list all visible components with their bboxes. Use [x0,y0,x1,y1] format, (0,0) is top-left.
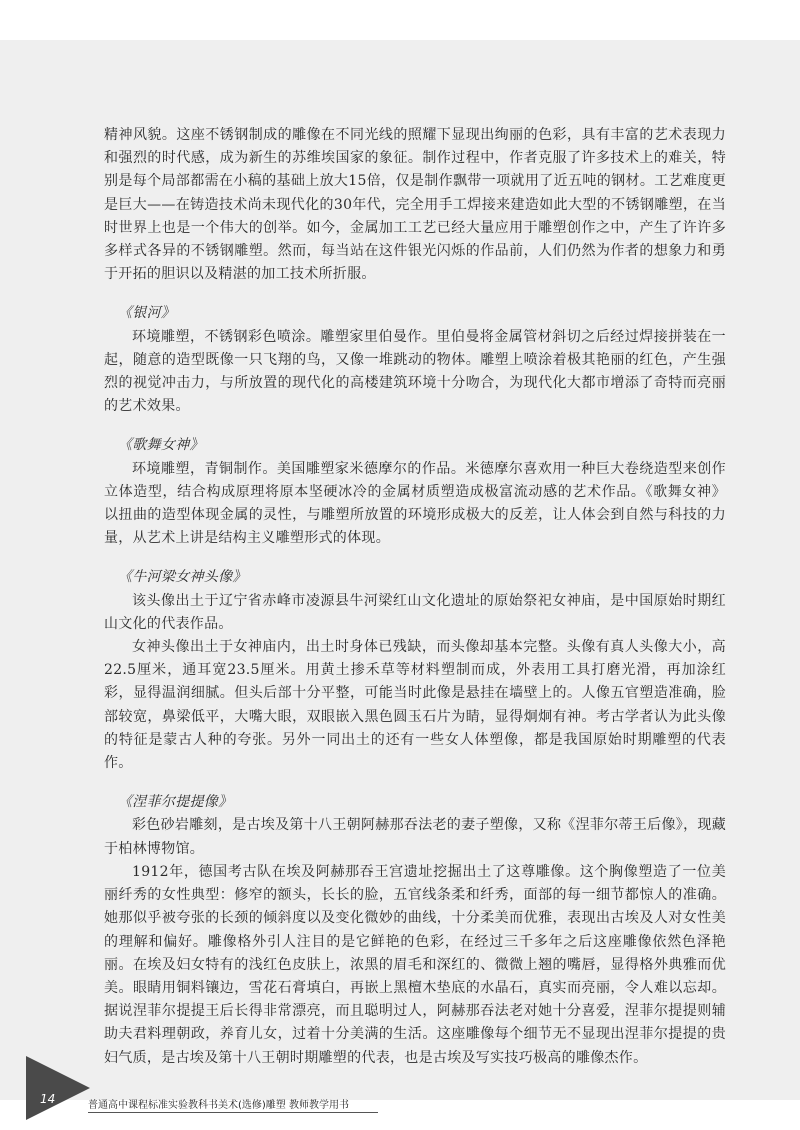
footer-book-title: 普通高中课程标准实验教科书美术(选修)雕塑 教师教学用书 [88,1100,349,1111]
footer-rule [88,1112,378,1113]
paragraph-niuheliang-detail: 女神头像出土于女神庙内，出土时身体已残缺，而头像却基本完整。头像有真人头像大小，高22.5厘米，通耳宽23.5厘米。用黄土掺禾草等材料塑制而成，外表用工具打磨光滑，再加涂红彩，显得温润细腻。但头后部十分平整，可能当时此像是悬挂在墙壁上的。人像五官塑造准确，脸部较宽，鼻梁低平，大嘴大眼，双眼嵌入黑色圆玉石片为睛，显得炯炯有神。考古学者认为此头像的特征是蒙古人种的夸张。另外一同出土的还有一些女人体塑像，都是我国原始时期雕塑的代表作。 [104,639,726,772]
paragraph-niuheliang-origin: 该头像出土于辽宁省赤峰市凌源县牛河梁红山文化遗址的原始祭祀女神庙，是中国原始时期红山文化的代表作品。 [104,592,726,632]
artwork-title-gewunvshen: 《歌舞女神》 [118,437,204,454]
paragraph-yinhe: 环境雕塑，不锈钢彩色喷涂。雕塑家里伯曼作。里伯曼将金属管材斜切之后经过焊接拼装在一起，随意的造型既像一只飞翔的鸟，又像一堆跳动的物体。雕塑上喷涂着极其艳丽的红色，产生强烈的视觉冲击力，与所放置的现代化的高楼建筑环境十分吻合，为现代化大都市增添了奇特而亮丽的艺术效果。 [104,328,726,415]
paragraph-nefertiti-detail: 1912年，德国考古队在埃及阿赫那吞王宫遗址挖掘出土了这尊雕像。这个胸像塑造了一位美丽纤秀的女性典型：修窄的额头，长长的脸，五官线条柔和纤秀，面部的每一细节都惊人的准确。她那似乎被夸张的长颈的倾斜度以及变化微妙的曲线，十分柔美而优雅，表现出古埃及人对女性美的理解和偏好。雕像格外引人注目的是它鲜艳的色彩，在经过三千多年之后这座雕像依然色泽艳丽。在埃及妇女特有的浅红色皮肤上，浓黑的眉毛和深红的、微微上翘的嘴唇，显得格外典雅而优美。眼睛用铜料镶边，雪花石膏填白，再嵌上黑檀木垫底的水晶石，真实而亮丽，令人难以忘却。据说涅菲尔提提王后长得非常漂亮，而且聪明过人，阿赫那吞法老对她十分喜爱，涅菲尔提提则辅助夫君料理朝政，养育儿女，过着十分美满的生活。这座雕像每个细节无不显现出涅菲尔提提的贵妇气质，是古埃及第十八王朝时期雕塑的代表，也是古埃及写实技巧极高的雕像杰作。 [104,863,726,1066]
artwork-title-yinhe: 《银河》 [118,305,176,322]
paragraph-gewunvshen: 环境雕塑，青铜制作。美国雕塑家米德摩尔的作品。米德摩尔喜欢用一种巨大卷绕造型来创作立体造型，结合构成原理将原本坚硬冰冷的金属材质塑造成极富流动感的艺术作品。《歌舞女神》以扭曲的造型体现金属的灵性，与雕塑所放置的环境形成极大的反差，让人体会到自然与科技的力量，从艺术上讲是结构主义雕塑形式的体现。 [104,460,726,547]
book-page [0,40,800,1111]
paragraph-nefertiti-intro: 彩色砂岩雕刻，是古埃及第十八王朝阿赫那吞法老的妻子塑像，又称《涅菲尔蒂王后像》，现藏于柏林博物馆。 [104,817,726,857]
artwork-title-nefertiti: 《涅菲尔提提像》 [118,794,233,811]
page-corner-marker [26,1056,90,1120]
paragraph-intro: 精神风貌。这座不锈钢制成的雕像在不同光线的照耀下显现出绚丽的色彩，具有丰富的艺术表现力和强烈的时代感，成为新生的苏维埃国家的象征。制作过程中，作者克服了许多技术上的难关，特别是每个局部都需在小稿的基础上放大15倍，仅是制作飘带一项就用了近五吨的钢材。工艺难度更是巨大——在铸造技术尚未现代化的30年代，完全用手工焊接来建造如此大型的不锈钢雕塑，在当时世界上也是一个伟大的创举。如今，金属加工工艺已经大量应用于雕塑创作之中，产生了许许多多样式各异的不锈钢雕塑。然而，每当站在这件银光闪烁的作品前，人们仍然为作者的想象力和勇于开拓的胆识以及精湛的加工技术所折服。 [104,127,726,283]
page-number: 14 [40,1092,56,1106]
article-body [104,124,726,1070]
artwork-title-niuheliang: 《牛河梁女神头像》 [118,569,247,586]
